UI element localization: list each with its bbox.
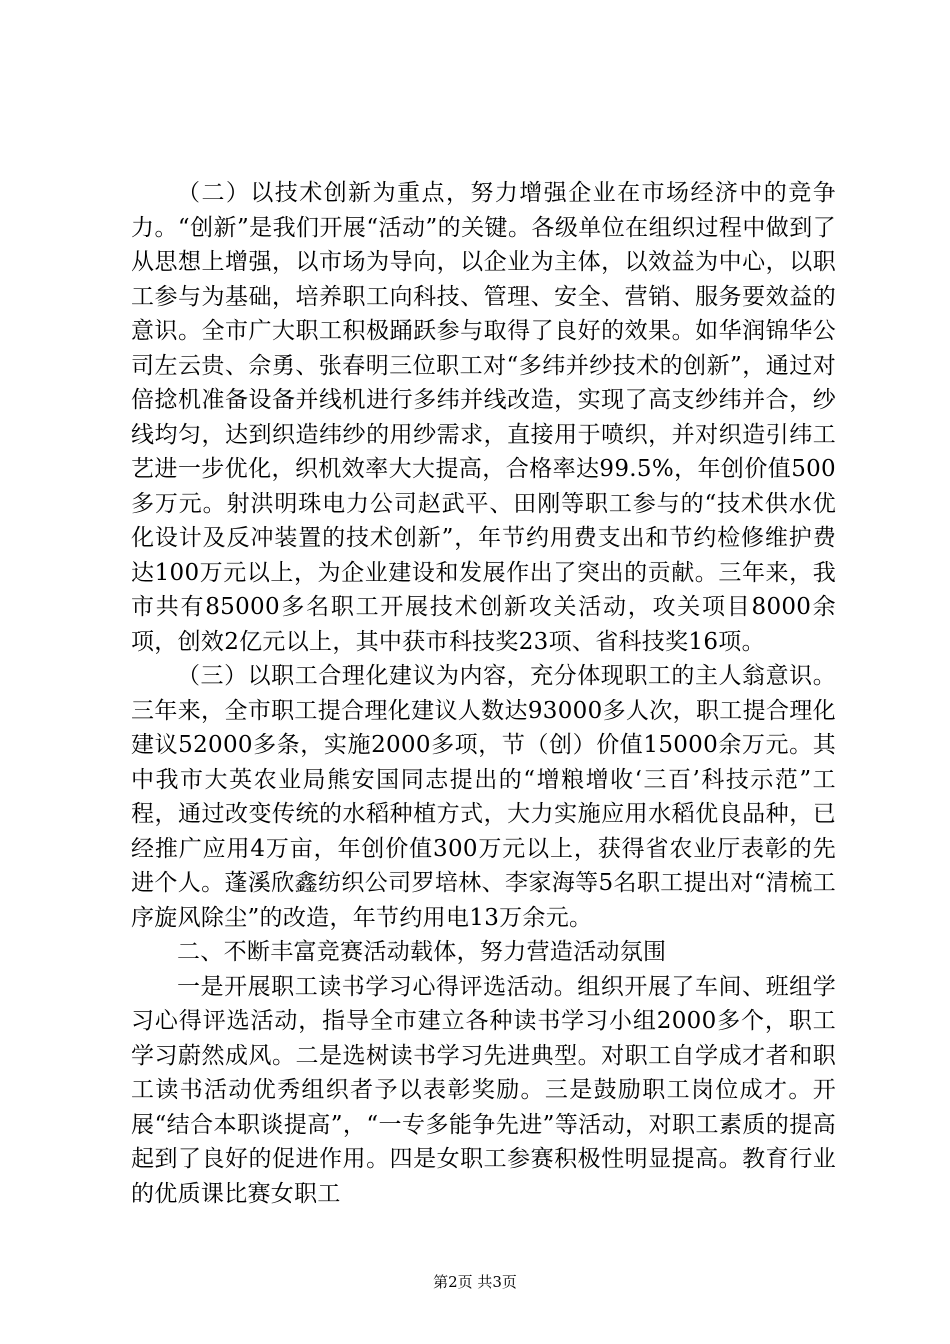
paragraph-rationalization-proposals: （三）以职工合理化建议为内容，充分体现职工的主人翁意识。三年来，全市职工提合理化建议人数达93000多人次，职工提合理化建议52000多条，实施2000多项，节（创）价值15000余万元。其中我市大英农业局熊安国同志提出的“增粮增收‘三百’科技示范”工程，通过改变传统的水稻种植方式，大力实施应用水稻优良品种，已经推广应用4万亩，年创价值300万元以上，获得省农业厅表彰的先进个人。蓬溪欣鑫纺织公司罗培林、李家海等5名职工提出对“清梳工序旋风除尘”的改造，年节约用电13万余元。: [131, 663, 836, 931]
paragraph-reading-activities: 一是开展职工读书学习心得评选活动。组织开展了车间、班组学习心得评选活动，指导全市建立各种读书学习小组2000多个，职工学习蔚然成风。二是选树读书学习先进典型。对职工自学成才者和职工读书活动优秀组织者予以表彰奖励。三是鼓励职工岗位成才。开展“结合本职谈提高”，“一专多能争先进”等活动，对职工素质的提高起到了良好的促进作用。四是女职工参赛积极性明显提高。教育行业的优质课比赛女职工: [131, 973, 836, 1207]
section-heading: 二、不断丰富竞赛活动载体，努力营造活动氛围: [177, 939, 667, 965]
page-number-footer: 第2页 共3页: [433, 1273, 517, 1291]
document-body: [131, 176, 836, 1211]
paragraph-technical-innovation: （二）以技术创新为重点，努力增强企业在市场经济中的竞争力。“创新”是我们开展“活动”的关键。各级单位在组织过程中做到了从思想上增强，以市场为导向，以企业为主体，以效益为中心，以职工参与为基础，培养职工向科技、管理、安全、营销、服务要效益的意识。全市广大职工积极踊跃参与取得了良好的效果。如华润锦华公司左云贵、佘勇、张春明三位职工对“多纬并纱技术的创新”，通过对倍捻机准备设备并线机进行多纬并线改造，实现了高支纱纬并合，纱线均匀，达到织造纬纱的用纱需求，直接用于喷织，并对织造引纬工艺进一步优化，织机效率大大提高，合格率达99.5%，年创价值500多万元。射洪明珠电力公司赵武平、田刚等职工参与的“技术供水优化设计及反冲装置的技术创新”，年节约用费支出和节约检修维护费达100万元以上，为企业建设和发展作出了突出的贡献。三年来，我市共有85000多名职工开展技术创新攻关活动，攻关项目8000余项，创效2亿元以上，其中获市科技奖23项、省科技奖16项。: [131, 180, 836, 655]
